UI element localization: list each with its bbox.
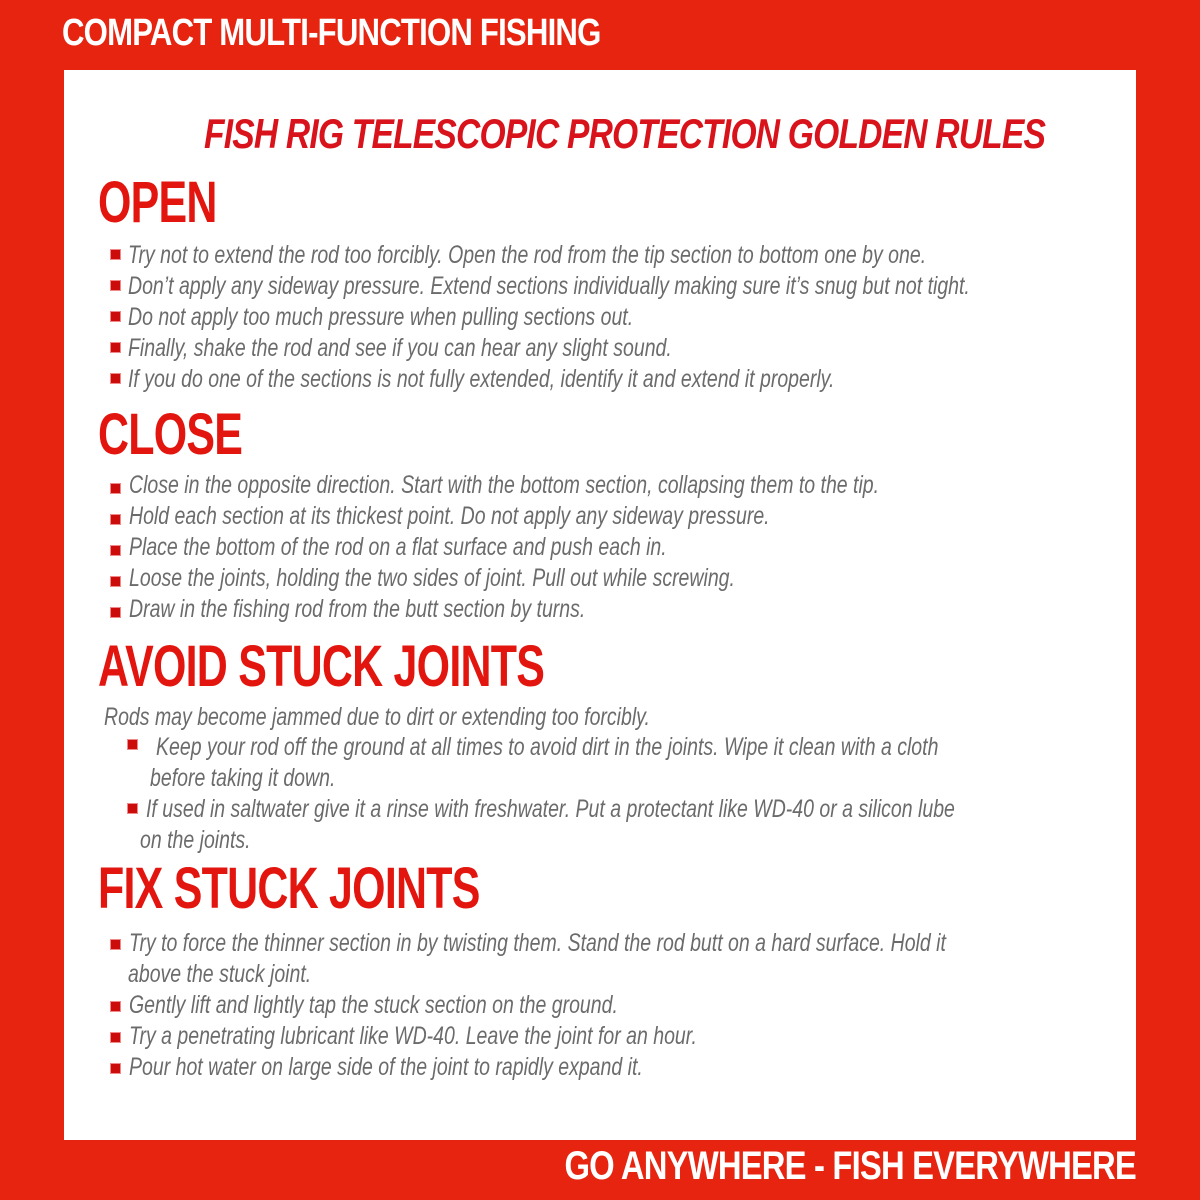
page-title: FISH RIG TELESCOPIC PROTECTION GOLDEN RULES [204,110,1046,157]
bullet-icon [111,608,120,617]
list-item [64,532,1091,563]
bullet-icon [128,740,137,749]
section-heading-avoid: AVOID STUCK JOINTS [98,634,545,699]
list-item [64,1052,1176,1083]
list-item-text-cont: on the joints. [140,826,251,854]
bullet-icon [111,546,120,555]
list-item [64,271,1200,302]
list-item-text: Hold each section at its thickest point. Do not apply any sideway pressure. [129,502,770,530]
bullet-icon [111,250,120,259]
avoid-list [64,732,1183,856]
bullet-icon [111,312,120,321]
list-item-text: Try not to extend the rod too forcibly. Open the rod from the tip section to bottom one by one. [128,241,927,269]
list-item [64,470,1091,501]
bullet-icon [111,1033,120,1042]
bullet-icon [111,1002,120,1011]
list-item [64,501,1091,532]
list-item-text: Pour hot water on large side of the joint to rapidly expand it. [129,1053,643,1081]
list-item-text-cont: before taking it down. [150,764,336,792]
list-item [64,563,1091,594]
section-heading-close: CLOSE [98,402,243,467]
list-item [64,333,1200,364]
avoid-intro: Rods may become jammed due to dirt or extending too forcibly. [104,703,650,731]
bullet-icon [111,484,120,493]
list-item [64,302,1200,333]
list-item [64,794,1183,856]
list-item-text: Close in the opposite direction. Start with the bottom section, collapsing them to the tip. [129,471,880,499]
list-item [64,1021,1176,1052]
list-item-text: Try to force the thinner section in by twisting them. Stand the rod butt on a hard surface. Hold it [129,929,946,957]
fix-list [64,928,1176,1083]
bullet-icon [111,515,120,524]
list-item-text: Gently lift and lightly tap the stuck section on the ground. [129,991,618,1019]
bullet-icon [111,940,120,949]
bullet-icon [128,804,137,813]
list-item-text: Finally, shake the rod and see if you can hear any slight sound. [128,334,672,362]
bottom-banner: GO ANYWHERE - FISH EVERYWHERE [564,1144,1136,1188]
list-item-text: Draw in the fishing rod from the butt section by turns. [129,595,586,623]
bullet-icon [111,281,120,290]
list-item-text: Place the bottom of the rod on a flat surface and push each in. [129,533,667,561]
bullet-icon [111,577,120,586]
content-card [64,70,1136,1140]
list-item [64,990,1176,1021]
list-item-text: Don’t apply any sideway pressure. Extend sections individually making sure it’s snug but not tight. [128,272,970,300]
list-item [64,928,1176,990]
list-item [64,732,1183,794]
list-item-text: Try a penetrating lubricant like WD-40. Leave the joint for an hour. [129,1022,697,1050]
close-list [64,470,1091,625]
section-heading-fix: FIX STUCK JOINTS [98,856,480,921]
list-item-text-cont: above the stuck joint. [128,960,312,988]
list-item-text: Loose the joints, holding the two sides of joint. Pull out while screwing. [129,564,735,592]
list-item-text: If you do one of the sections is not fully extended, identify it and extend it properly. [128,365,835,393]
open-list [64,240,1200,395]
list-item [64,364,1200,395]
top-banner: COMPACT MULTI-FUNCTION FISHING [62,12,601,54]
list-item-text: Keep your rod off the ground at all times to avoid dirt in the joints. Wipe it clean with a cloth [156,733,939,761]
bullet-icon [111,374,120,383]
section-heading-open: OPEN [98,170,217,235]
list-item [64,594,1091,625]
list-item-text: If used in saltwater give it a rinse with freshwater. Put a protectant like WD-40 or a silicon lube [146,795,955,823]
list-item [64,240,1200,271]
list-item-text: Do not apply too much pressure when pulling sections out. [128,303,634,331]
bullet-icon [111,343,120,352]
bullet-icon [111,1064,120,1073]
